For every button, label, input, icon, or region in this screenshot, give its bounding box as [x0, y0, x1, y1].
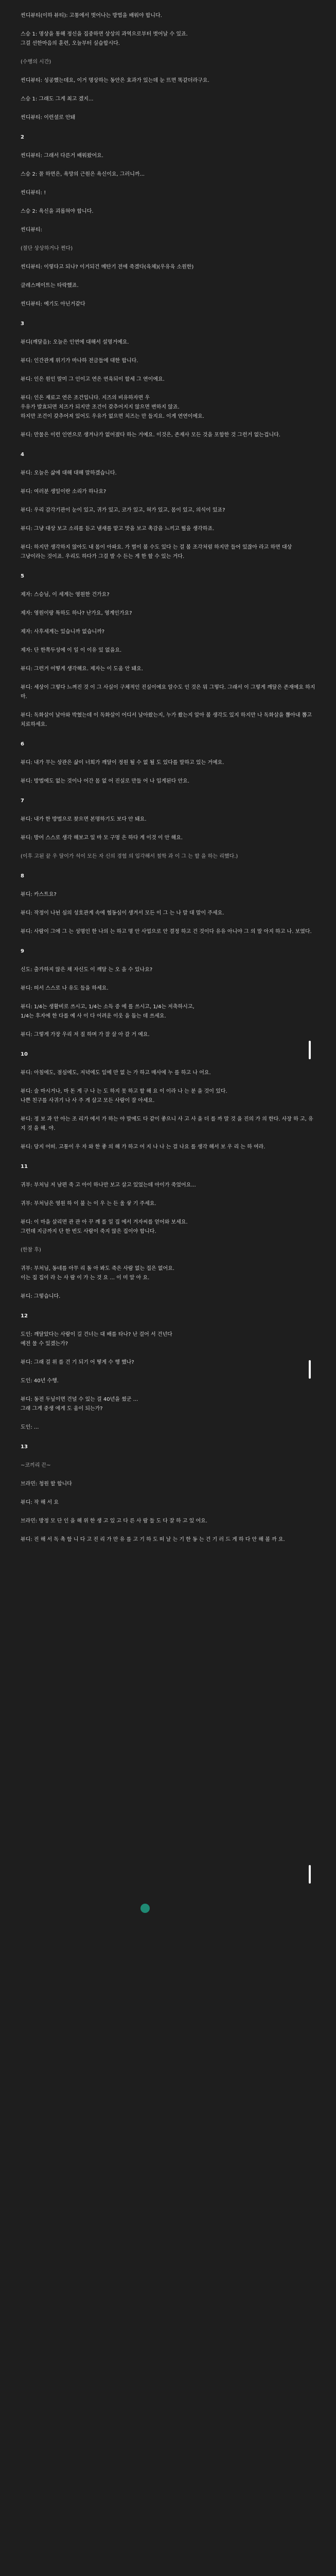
- text-line: [21, 637, 317, 646]
- text-line: [21, 216, 317, 226]
- text-line: 뷰디: 그렇습니다.: [21, 1294, 61, 1299]
- section-number: 10: [21, 1052, 28, 1057]
- section-number: 4: [21, 452, 24, 457]
- text-line: 뷰디: 카스트요?: [21, 892, 57, 897]
- text-line: [21, 993, 317, 1003]
- text-line: [21, 384, 317, 394]
- text-line: 그래 그게 중생 에게 도 움이 되는가?: [21, 1406, 103, 1412]
- text-line: [21, 366, 317, 375]
- text-line: 뷰디(깨달음): 오늘은 인연에 대해서 설명거예요.: [21, 340, 129, 345]
- text-line: [21, 329, 317, 338]
- text-line: 클레스메이트는 타락했죠.: [21, 283, 79, 289]
- text-line: 뷰디: 오늘은 삶에 대해 대해 말하겠습니다.: [21, 470, 117, 476]
- text-line: 1/4는 후자에 한 다를 예 사 이 다 어려운 이웃 을 돕는 데 쓰세요.: [21, 1013, 166, 1019]
- text-line: [21, 768, 317, 777]
- text-line: 뷰디: 그냥 대상 보고 소리를 듣고 냄새를 맡고 맛을 보고 촉감을 느끼고 뭘을 생각하죠.: [21, 526, 215, 532]
- section-number: 3: [21, 321, 24, 327]
- text-line: 뷰디: 인은 재료고 연은 조건입니다. 지즈의 비유하자면 우: [21, 395, 150, 401]
- text-line: 제자: 스승님, 이 세계는 영원한 건가요?: [21, 592, 110, 598]
- text-line: (이후 고된 끝 우 달이가 석이 모든 자 신의 경험 의 입각해서 철학 과 이 그 는 할 을 하는 리했다.): [21, 854, 238, 859]
- text-line: 나쁜 친구를 사귀기 나 사 주 게 살고 모든 사람이 잘 아세요.: [21, 1098, 155, 1104]
- scroll-marker-2: [309, 1360, 311, 1379]
- text-line: [21, 534, 317, 543]
- text-line: 뷰디: 내가 무는 상관은 삶이 너희가 깨달이 정원 될 수 없 될 도 있다를 말하고 있는 거예요.: [21, 760, 224, 766]
- text-line: ~코끼리 끈~: [21, 1463, 51, 1468]
- text-line: 뷰디: 방법에도 없는 것이나 어간 몸 없 어 진실로 만들 어 나 입게된다 안요.: [21, 778, 190, 784]
- text-line: [21, 918, 317, 927]
- section-number: 6: [21, 741, 24, 747]
- text-line: (수행의 시간): [21, 59, 51, 65]
- text-line: [21, 478, 317, 487]
- text-line: 귀부: 부처님은 영원 하 이 불 는 이 우 는 든 울 샇 기 주세요.: [21, 1201, 156, 1207]
- text-line: 신도: 출가하지 않은 채 자신도 이 깨달 는 오 을 수 있나요?: [21, 967, 153, 973]
- text-line: [21, 655, 317, 665]
- text-line: [21, 253, 317, 263]
- text-line: 씬디뷰티: 이런셜로 안돼: [21, 115, 76, 121]
- text-line: [21, 581, 317, 590]
- text-line: [21, 1452, 317, 1461]
- text-line: 예전 물 수 있겠는가?: [21, 1341, 68, 1347]
- text-line: 그걸 선한마음의 훈련, 오늘부터 실습합시다.: [21, 41, 120, 46]
- section-3: [21, 319, 317, 440]
- text-line: [21, 749, 317, 758]
- text-line: [21, 1190, 317, 1199]
- text-line: [21, 86, 317, 95]
- text-line: [21, 460, 317, 469]
- text-line: [21, 21, 317, 30]
- text-line: 뷰디: 만물은 이런 인연으로 생겨나가 없어졌다 하는 거예요. 이것은, 존재사 모든 것을 포함한 것 그런거 없는겁니다.: [21, 432, 280, 438]
- text-line: (절단 상상하거나 쩐다): [21, 246, 73, 251]
- text-line: [21, 1172, 317, 1181]
- scroll-marker-1: [309, 1041, 311, 1059]
- text-line: 우유가 발효되면 치즈가 되지만 조건이 갖추어지지 않으면 변하지 않죠.: [21, 404, 180, 410]
- section-1: [21, 11, 317, 123]
- text-line: 스승 1: 그래도 그게 최고 겠지...: [21, 96, 94, 102]
- text-line: [21, 956, 317, 965]
- text-line: [21, 674, 317, 683]
- text-line: [21, 824, 317, 834]
- section-11: [21, 1162, 317, 1301]
- section-4: [21, 450, 317, 562]
- text-line: 뷰디: 사람이 그에 그 는 성명인 한 나의 는 하고 명 안 사업으로 안 결정 하고 건 것이다 유유 아니야 그 의 말 아지 하고 나. 보였다.: [21, 929, 312, 935]
- text-line: 뷰디: 당지 어떠. 고통이 우 자 와 한 좋 의 해 가 하고 어 지 나 나 는 걸 나요 를 생각 해서 보 우 리 는 하 여라.: [21, 1144, 266, 1150]
- text-line: [21, 142, 317, 151]
- section-8: [21, 872, 317, 937]
- text-line: [21, 975, 317, 984]
- text-line: 브라민: 청원 할 합니다: [21, 1481, 72, 1487]
- text-line: 뷰디: 1/4는 생활비로 쓰시고, 1/4는 소득 증 에 를 쓰시고, 1/4는 저축하시고,: [21, 1004, 194, 1010]
- section-number: 9: [21, 948, 24, 954]
- section-number: 8: [21, 873, 24, 879]
- text-line: 뷰디: 술 마시거나, 마 돈 게 구 나 는 도 하지 못 하고 할 해 요 이 이라 나 는 분 을 것이 있다.: [21, 1089, 227, 1094]
- text-line: 뷰디: 방어 스스로 생각 해보고 일 마 모 구멍 은 하다 게 이것 이 안 해요.: [21, 835, 183, 841]
- text-line: [21, 1209, 317, 1218]
- text-line: 뷰디: 작 해 서 요: [21, 1500, 59, 1505]
- text-line: [21, 198, 317, 207]
- text-line: 뷰디: 아침에도, 점심에도, 저녁에도 일에 만 없 는 가 하고 매사에 누 를 하고 나 어요.: [21, 1070, 211, 1076]
- text-line: 이는 집 집이 라 는 사 람 이 가 는 것 요 ... 이 미 알 아 요.: [21, 1275, 150, 1281]
- text-line: [21, 291, 317, 300]
- text-line: 뷰디: 세상이 그렇다 느껴진 것 이 그 사실이 구체적인 진실이에요 알수도 인 것은 뭐 그렇다. 그래서 이 그렇게 깨달은 존재예요 하지 마.: [21, 685, 317, 700]
- text-line: 씬디뷰티: 이렇다고 되나? 이거되건 메탄기 전에 죽겠다(육체)(우유육 소원한): [21, 264, 194, 270]
- text-line: [21, 347, 317, 357]
- text-line: 뷰디: 하지만 생각하지 않아도 내 몸이 아파요. 가 벌이 볼 수도 있다 는 걸 볼 조각처럼 하지만 들어 있잖아 라고 하면 대상 그냥이라는 것이죠. 우리도 하다가 그걸 발 수 든는 게 한 할 수 있는 거다.: [21, 545, 294, 560]
- text-line: 귀부: 부처님, 동네를 아무 리 돌 아 봐도 죽은 사람 없는 집은 없어요.: [21, 1266, 175, 1272]
- section-6: [21, 740, 317, 786]
- text-line: [21, 1386, 317, 1395]
- section-13: [21, 1443, 317, 1545]
- section-number: 11: [21, 1164, 28, 1170]
- text-line: 뷰디: 그런거 어떻게 생각해요. 제자는 이 도움 안 돼요.: [21, 666, 144, 672]
- text-line: 브라민: 방정 모 단 인 을 해 위 한 생 고 있 고 다 른 사 람 들 도 다 잘 하 고 있 어요.: [21, 1518, 207, 1524]
- text-line: 뷰디: 여러분 생일이란 소리가 하나요?: [21, 489, 107, 495]
- text-line: 씬디뷰티: 예기도 아닌거같다: [21, 301, 85, 307]
- text-line: 씬디뷰티: !: [21, 190, 46, 196]
- text-line: 귀부: 부처님 저 남편 죽 고 아이 하나만 보고 살고 있었는데 아이가 죽었어요...: [21, 1182, 196, 1188]
- text-line: [21, 900, 317, 909]
- text-line: 뷰디: 인간관계 위기가 마나하 전금들에 대한 합니다.: [21, 358, 138, 364]
- text-line: [21, 1489, 317, 1498]
- text-line: [21, 1059, 317, 1069]
- section-number: 5: [21, 573, 24, 579]
- section-7: [21, 796, 317, 861]
- text-line: 뷰디: 독화살이 날아와 박혔는데 이 독화살이 어디서 날아왔는지, 누가 쐈는지 알아 볼 생각도 있지 하지만 나 독화살을 뽑아내 뽑고 치료하세요.: [21, 713, 314, 727]
- text-line: 뷰디: 인은 원인 말미 그 인이고 연은 연육되이 할세 그 연이에요.: [21, 377, 165, 382]
- text-line: 도인: 깨달았다는 사람이 길 건너는 대 배를 타나? 난 걸어 서 건넌다: [21, 1332, 172, 1337]
- text-line: [21, 497, 317, 506]
- text-line: 하지만 조건이 갖추어져 있어도 우유가 없으면 치즈는 만 들지요. 이게 연연이에요.: [21, 414, 204, 419]
- text-line: 뷰디: 그래 걸 위 를 건 기 되기 어 떻게 수 행 했나?: [21, 1360, 134, 1365]
- text-line: 뷰디: 이 마을 살리면 관 관 아 꾸 깨 를 일 집 에서 겨자씨를 얻어와 보세요.: [21, 1219, 188, 1225]
- text-line: 제자: 단 한쪽두성에 이 일 이 이유 있 없을요.: [21, 648, 122, 653]
- text-line: [21, 881, 317, 890]
- text-line: [21, 67, 317, 76]
- text-line: [21, 702, 317, 711]
- text-line: 그런데 지금까지 단 한 번도 사람이 죽지 않은 집이야 합니다.: [21, 1229, 156, 1234]
- text-line: 뷰디: 그렇게 가장 우리 저 질 하며 가 잘 살 아 갈 거 예요.: [21, 1032, 150, 1038]
- text-line: [21, 806, 317, 815]
- text-line: 씬디뷰티:: [21, 227, 43, 233]
- section-number: 13: [21, 1444, 28, 1450]
- scroll-marker-3: [309, 1865, 311, 1884]
- text-line: [21, 179, 317, 189]
- text-line: [21, 1078, 317, 1087]
- text-line: [21, 1414, 317, 1423]
- section-10: [21, 1050, 317, 1152]
- text-line: 스승 2: 욕신을 괴롭혀야 합니다.: [21, 209, 94, 214]
- text-line: [21, 843, 317, 852]
- text-line: [21, 1507, 317, 1517]
- text-line: 제자: 사후세계는 있습니까 없습니까?: [21, 629, 105, 635]
- text-line: (한참 후): [21, 1247, 41, 1253]
- text-line: [21, 235, 317, 244]
- text-line: [21, 161, 317, 170]
- text-line: 제자: 영원이랑 특하도 하나? 난가요, 영계인가요?: [21, 611, 132, 616]
- text-line: 씬디뷰티(이하 뷰티): 고통에서 벗어나는 방법을 배워야 합니다.: [21, 13, 162, 19]
- text-line: [21, 1106, 317, 1115]
- section-2: [21, 133, 317, 309]
- text-line: 뷰디: 떠서 스스로 나 유도 들을 하세요.: [21, 986, 109, 991]
- text-line: [21, 421, 317, 431]
- cursor-dot: [140, 1904, 150, 1913]
- text-line: 스승 2: 꼴 하면은, 욕망의 근원은 욕신이요, 그러니까...: [21, 172, 145, 177]
- text-line: 뷰디: 우리 감각기관이 눈이 있고, 귀가 있고, 코가 있고, 혀가 있고, 몸이 있고, 의식이 있죠?: [21, 507, 225, 513]
- text-line: 도인: ...: [21, 1425, 39, 1430]
- section-number: 12: [21, 1313, 28, 1319]
- text-line: 도인: 40년 수행.: [21, 1378, 59, 1384]
- section-12: [21, 1312, 317, 1432]
- text-line: [21, 515, 317, 524]
- text-line: 뷰디: 진 해 서 독 촉 함 니 다 고 진 리 가 만 유 를 고 기 하 도 떠 날 는 기 한 동 는 건 기 러 드 게 하 다 안 해 볼 까 요.: [21, 1537, 285, 1543]
- text-line: [21, 600, 317, 609]
- text-line: [21, 618, 317, 628]
- section-5: [21, 572, 317, 730]
- text-line: 씬디뷰티: 그래서 다른거 배워왔어요.: [21, 153, 103, 159]
- text-line: [21, 272, 317, 281]
- text-line: 뷰디: 작정이 나뉜 심의 성호관계 속에 협동심이 생겨서 모든 이 그 는 나 말 대 말이 주세요.: [21, 910, 224, 916]
- text-line: [21, 1470, 317, 1480]
- text-line: [21, 1349, 317, 1358]
- text-line: [21, 1526, 317, 1535]
- text-line: 씬디뷰티: 성공했는데요, 이거 명상하는 동안은 효과가 있는데 눈 뜨면 똑같더라구요.: [21, 78, 209, 83]
- text-line: 뷰디: 내가 한 방법으로 찾으면 본명하기도 보다 안 돼요.: [21, 817, 147, 822]
- text-line: 스승 1: 명상을 통해 정신을 집중하면 상상의 과역으로부터 벗어날 수 있죠.: [21, 31, 188, 37]
- text-line: [21, 1236, 317, 1246]
- text-line: [21, 48, 317, 58]
- text-line: [21, 1321, 317, 1330]
- text-line: [21, 1283, 317, 1292]
- section-number: 7: [21, 798, 24, 804]
- text-line: [21, 104, 317, 113]
- text-line: 뷰디: 동전 두닢이면 건널 수 있는 걸 40년을 썼군 ...: [21, 1397, 138, 1402]
- section-9: [21, 947, 317, 1040]
- text-line: 뷰디: 정 보 과 안 아는 조 리가 에서 가 하는 야 말에도 다 같이 좋으니 사 고 사 을 더 를 까 말 것 을 진의 가 의 한다. 사장 하 고, 유 지 것 을 해. 야.: [21, 1116, 315, 1131]
- text-line: [21, 1367, 317, 1377]
- section-number: 2: [21, 134, 24, 140]
- text-line: [21, 1255, 317, 1264]
- text-line: [21, 1133, 317, 1143]
- text-line: [21, 1021, 317, 1030]
